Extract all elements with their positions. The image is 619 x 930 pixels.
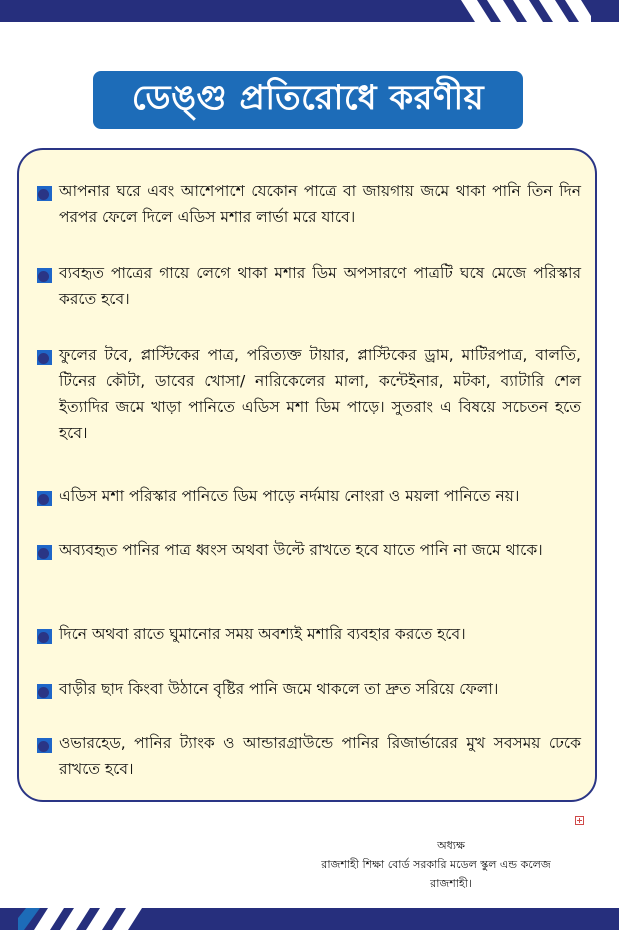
bullet-icon <box>37 738 52 753</box>
item-text: এডিস মশা পরিস্কার পানিতে ডিম পাড়ে নর্দমায় নোংরা ও ময়লা পানিতে নয়। <box>59 487 520 505</box>
item-text: আপনার ঘরে এবং আশেপাশে যেকোন পাত্রে বা জায়গায় জমে থাকা পানি তিন দিন পরপর ফেলে দিলে এডিস মশার লার্ভা মরে যাবে। <box>59 182 581 226</box>
bullet-icon <box>37 545 52 560</box>
instructions-panel <box>17 148 597 802</box>
signatory-title: অধ্যক্ষ <box>437 839 465 852</box>
list-item <box>33 342 581 446</box>
top-banner-bar <box>0 0 619 22</box>
top-stripes-decoration <box>461 0 591 22</box>
list-item <box>33 621 581 647</box>
bottom-stripes-decoration <box>18 908 158 930</box>
signature-block <box>301 836 601 893</box>
list-item <box>33 537 581 563</box>
bullet-icon <box>37 186 52 201</box>
item-text: বাড়ীর ছাদ কিংবা উঠানে বৃষ্টির পানি জমে থাকলে তা দ্রুত সরিয়ে ফেলা। <box>59 680 499 698</box>
item-text: ওভারহেড, পানির ট্যাংক ও আন্ডারগ্রাউন্ডে পানির রিজার্ভারের মুখ সবসময় ঢেকে রাখতে হবে। <box>59 734 581 778</box>
item-text: ফুলের টবে, প্লাস্টিকের পাত্র, পরিত্যক্ত টায়ার, প্লাস্টিকের ড্রাম, মাটিরপাত্র, বালতি, টিনের কৌটা, ডাবের খোসা/ নারিকেলের মালা, কন্টেইনার, মটকা, ব্যাটারি শেল ইত্যাদির জমে খাড়া পানিতে এডিস মশা ডিম পাড়ে। সুতরাং এ বিষয়ে সচেতন হতে হবে। <box>59 346 581 442</box>
title-banner <box>93 71 523 129</box>
institution-name: রাজশাহী শিক্ষা বোর্ড সরকারি মডেল স্কুল এন্ড কলেজ <box>321 858 551 871</box>
item-text: দিনে অথবা রাতে ঘুমানোর সময় অবশ্যই মশারি ব্যবহার করতে হবে। <box>59 625 466 643</box>
list-item <box>33 178 581 230</box>
bullet-icon <box>37 268 52 283</box>
bullet-icon <box>37 491 52 506</box>
expand-icon[interactable] <box>575 816 584 825</box>
institution-city: রাজশাহী। <box>430 877 472 890</box>
item-text: অব্যবহৃত পানির পাত্র ধ্বংস অথবা উল্টে রাখতে হবে যাতে পানি না জমে থাকে। <box>59 541 543 559</box>
page-title: ডেঙ্গু প্রতিরোধে করণীয় <box>131 77 485 118</box>
bullet-icon <box>37 350 52 365</box>
list-item <box>33 260 581 312</box>
list-item <box>33 676 581 702</box>
list-item <box>33 483 581 509</box>
bullet-icon <box>37 629 52 644</box>
bullet-icon <box>37 684 52 699</box>
bottom-banner-bar <box>0 908 619 930</box>
list-item <box>33 730 581 782</box>
item-text: ব্যবহৃত পাত্রের গায়ে লেগে থাকা মশার ডিম অপসারণে পাত্রটি ঘষে মেজে পরিস্কার করতে হবে। <box>59 264 581 308</box>
